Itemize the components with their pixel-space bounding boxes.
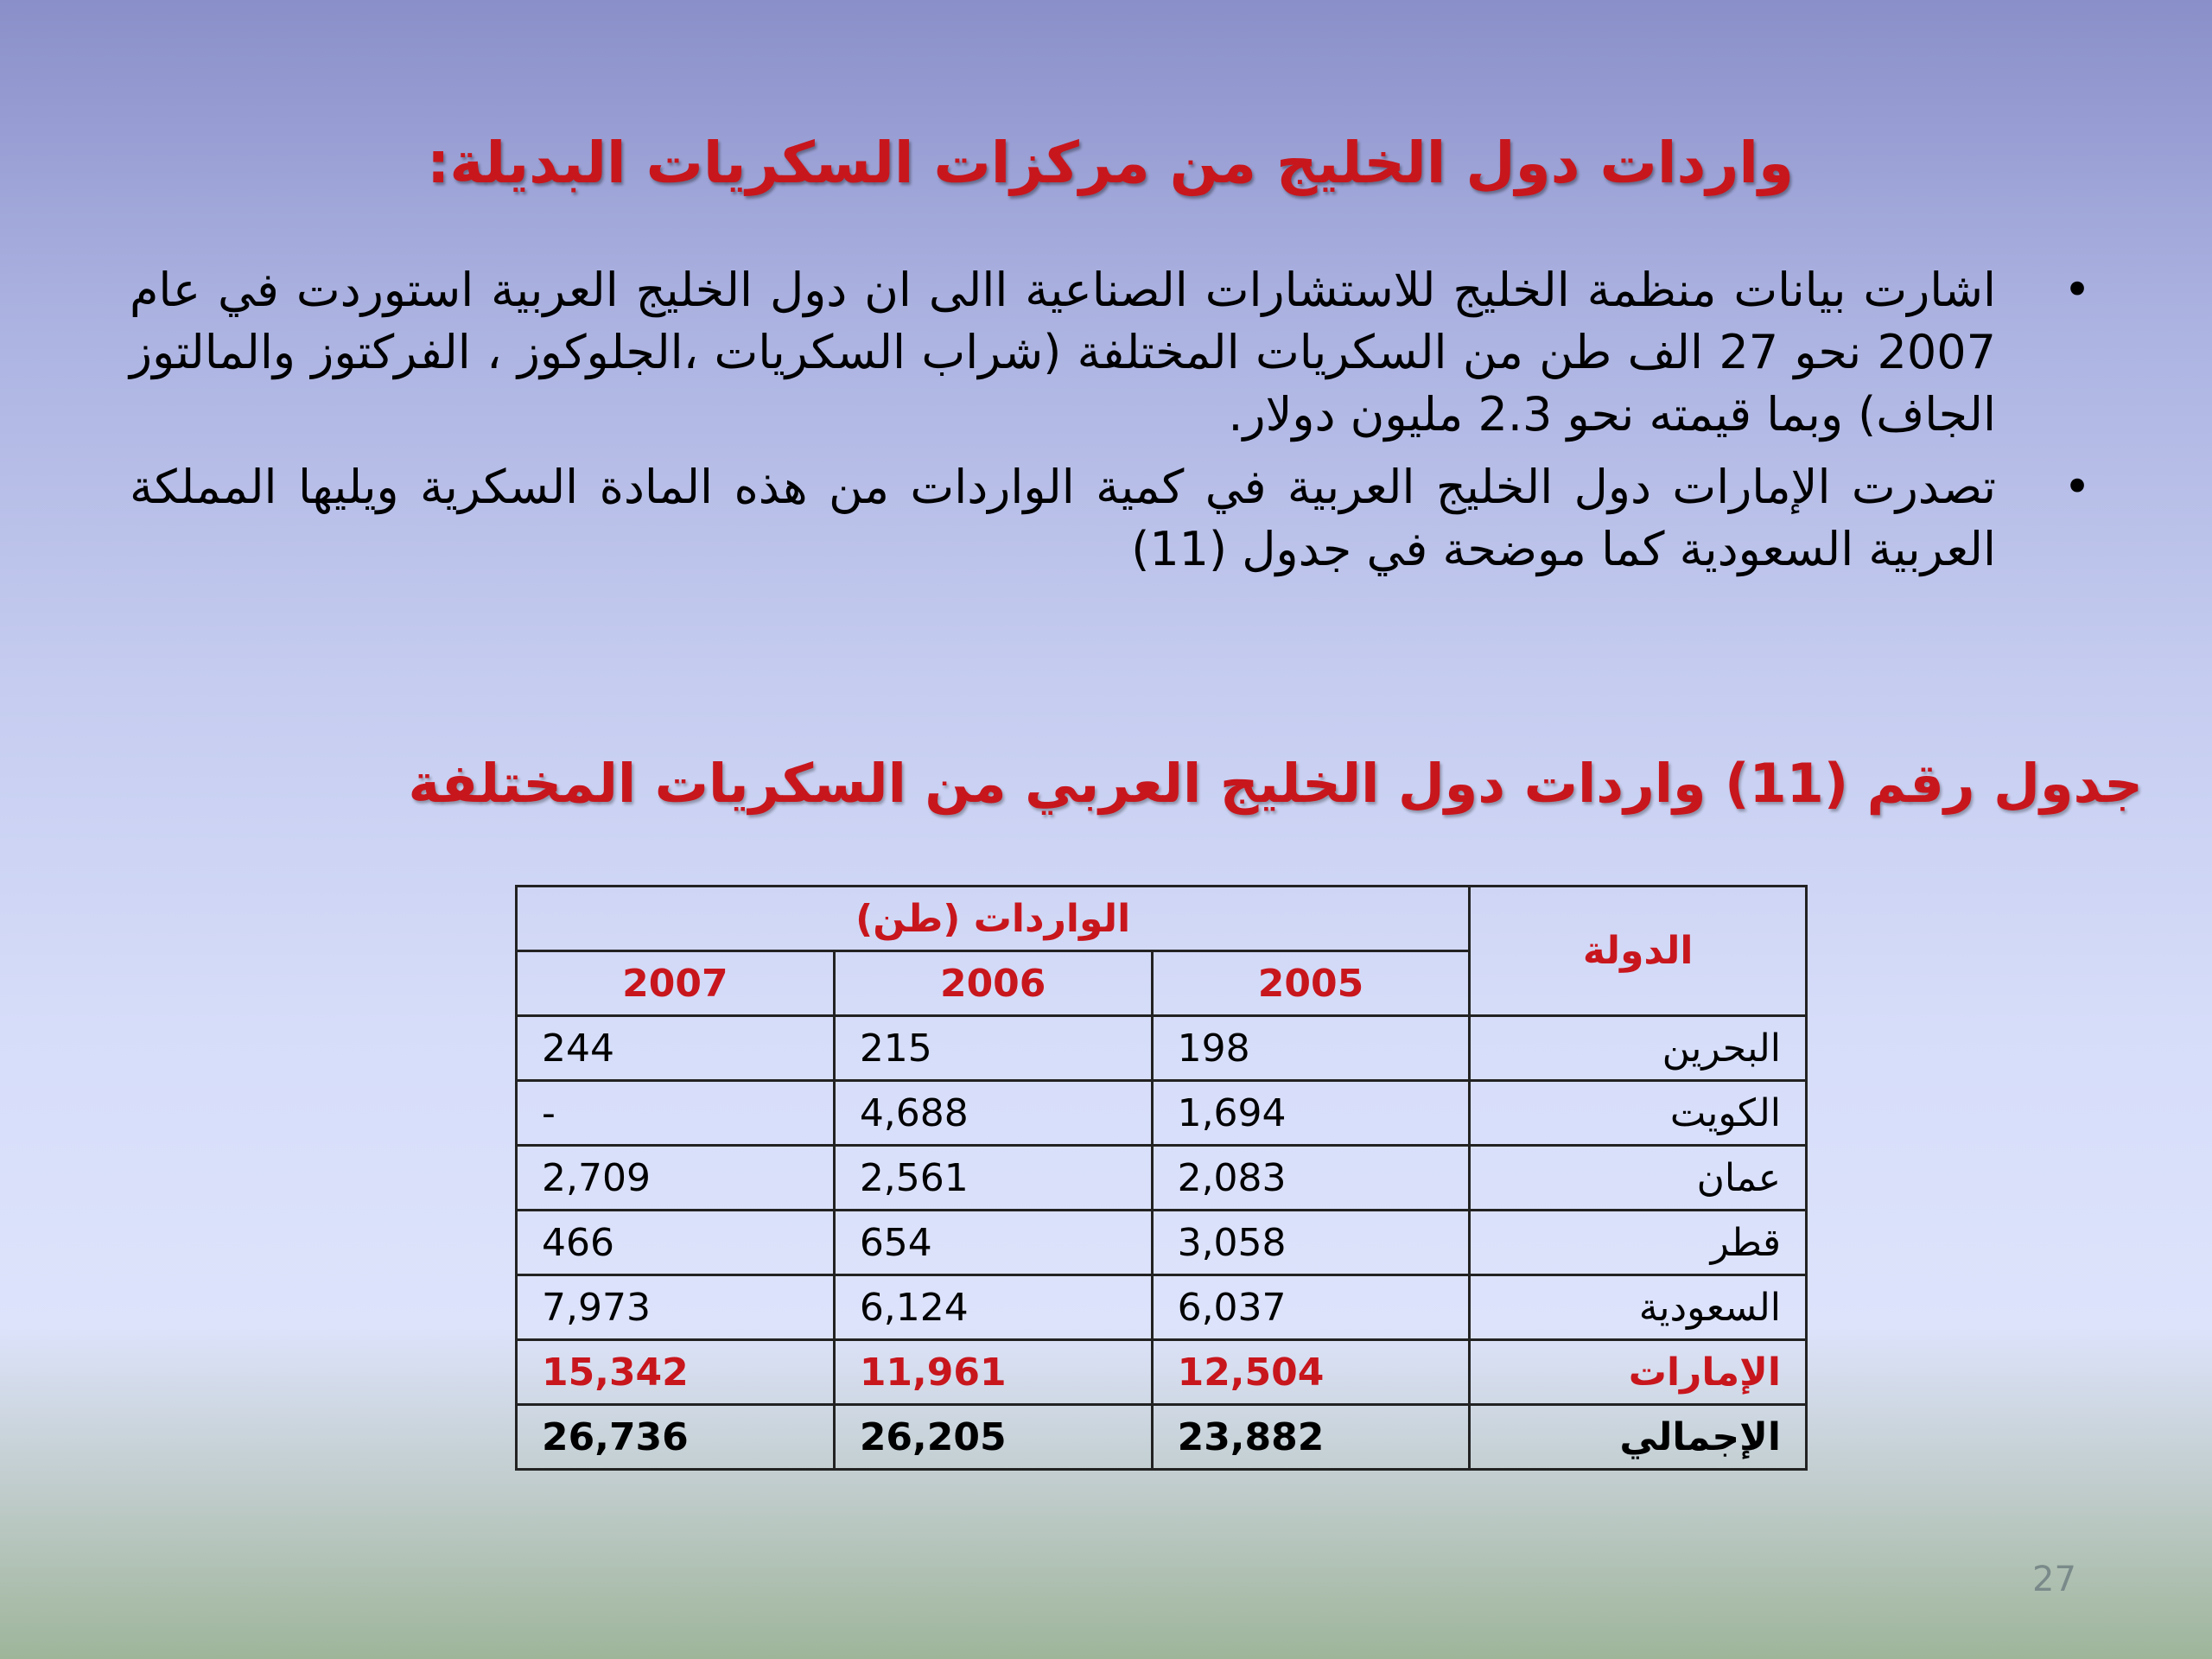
- value-cell: 23,882: [1152, 1405, 1470, 1470]
- value-cell: 215: [834, 1016, 1152, 1081]
- slide-title: واردات دول الخليج من مركزات السكريات البديلة:: [427, 130, 1794, 196]
- table-row: [517, 1275, 1807, 1340]
- bullet-list: [130, 259, 2091, 591]
- table-row: [517, 1081, 1807, 1146]
- value-cell: 654: [834, 1211, 1152, 1275]
- country-cell: السعودية: [1470, 1275, 1807, 1340]
- value-cell: 2,083: [1152, 1146, 1470, 1211]
- value-cell: 4,688: [834, 1081, 1152, 1146]
- year-header: 2007: [517, 951, 835, 1016]
- bullet-text: تصدرت الإمارات دول الخليج العربية في كمية الواردات من هذه المادة السكرية ويليها المملكة العربية السعودية كما موضحة في جدول (11): [130, 460, 1996, 576]
- value-cell: 11,961: [834, 1340, 1152, 1405]
- value-cell: 1,694: [1152, 1081, 1470, 1146]
- table-row: [517, 1146, 1807, 1211]
- country-cell: الإمارات: [1470, 1340, 1807, 1405]
- table-caption: جدول رقم (11) واردات دول الخليج العربي من السكريات المختلفة: [408, 752, 2143, 815]
- country-cell: عمان: [1470, 1146, 1807, 1211]
- country-cell: الإجمالي: [1470, 1405, 1807, 1470]
- value-cell: -: [517, 1081, 835, 1146]
- table-row: [517, 1211, 1807, 1275]
- table-row-highlight: [517, 1340, 1807, 1405]
- value-cell: 12,504: [1152, 1340, 1470, 1405]
- value-cell: 244: [517, 1016, 835, 1081]
- country-column-header: الدولة: [1470, 887, 1807, 1016]
- value-cell: 3,058: [1152, 1211, 1470, 1275]
- value-cell: 2,709: [517, 1146, 835, 1211]
- value-cell: 15,342: [517, 1340, 835, 1405]
- year-header: 2005: [1152, 951, 1470, 1016]
- value-cell: 2,561: [834, 1146, 1152, 1211]
- value-cell: 466: [517, 1211, 835, 1275]
- bullet-item: [130, 259, 2091, 446]
- imports-column-header: الواردات (طن): [517, 887, 1470, 951]
- value-cell: 26,205: [834, 1405, 1152, 1470]
- value-cell: 7,973: [517, 1275, 835, 1340]
- bullet-icon: •: [2063, 263, 2091, 317]
- bullet-icon: •: [2063, 460, 2091, 514]
- country-cell: قطر: [1470, 1211, 1807, 1275]
- value-cell: 6,124: [834, 1275, 1152, 1340]
- imports-table: [515, 885, 1808, 1471]
- table-row: [517, 1016, 1807, 1081]
- page-number: 27: [2032, 1560, 2076, 1599]
- country-cell: البحرين: [1470, 1016, 1807, 1081]
- country-cell: الكويت: [1470, 1081, 1807, 1146]
- bullet-text: اشارت بيانات منظمة الخليج للاستشارات الصناعية االى ان دول الخليج العربية استوردت في عام 2007 نحو 27 الف طن من السكريات المختلفة (شراب السكريات ،الجلوكوز ، الفركتوز والمالتوز الجاف) وبما قيمته نحو 2.3 مليون دولار.: [130, 263, 1996, 442]
- value-cell: 198: [1152, 1016, 1470, 1081]
- table-row-total: [517, 1405, 1807, 1470]
- bullet-item: [130, 456, 2091, 581]
- value-cell: 6,037: [1152, 1275, 1470, 1340]
- year-header: 2006: [834, 951, 1152, 1016]
- value-cell: 26,736: [517, 1405, 835, 1470]
- table-header-row: [517, 887, 1807, 951]
